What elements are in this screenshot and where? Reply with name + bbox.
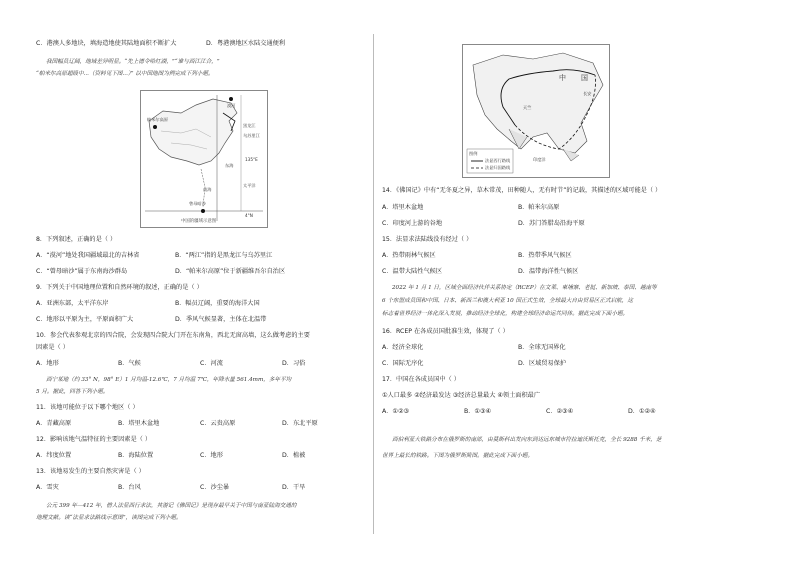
question-stem-cont: 因素是（ ） bbox=[36, 344, 69, 351]
map-label: 漠河 bbox=[227, 103, 236, 108]
option-d: D．①②④ bbox=[628, 408, 656, 415]
question-stem: 14．《佛国记》中有“无冬夏之异，草木常茂，田种随人，无有时节”的记载，其描述的区域可能是（ ） bbox=[382, 187, 662, 194]
map-label: 135°E bbox=[245, 157, 258, 162]
map-label: 曾母暗沙 bbox=[189, 201, 206, 206]
intro-line: 6 个东盟成员国和中国、日本、新西兰和澳大利亚 10 国正式生效，全球最大自由贸易区正式启航，这 bbox=[382, 298, 633, 304]
option-a: A．热带雨林气候区 bbox=[382, 252, 436, 259]
option-c: C．国际无序化 bbox=[382, 360, 424, 367]
map-caption: 中国的疆域示意图 bbox=[181, 219, 217, 224]
option-c: C．沙尘暴 bbox=[200, 484, 230, 491]
option-d: D．温带海洋性气候区 bbox=[518, 268, 579, 275]
option-b: B．台风 bbox=[118, 484, 141, 491]
question-stem: 9．下列关于中国地理位置和自然环境的叙述，正确的是（ ） bbox=[36, 284, 203, 291]
option-d: D．习俗 bbox=[282, 360, 306, 367]
option-b: B．“两江”指的是黑龙江与乌苏里江 bbox=[175, 252, 273, 259]
option-c: C．“曾母暗沙”属于东南海沙群岛 bbox=[36, 268, 128, 275]
option-b: B．热带季风气候区 bbox=[518, 252, 572, 259]
option-a: A．纬度位置 bbox=[36, 452, 72, 459]
option-d: D．“帕米尔高原”位于新疆维吾尔自治区 bbox=[175, 268, 286, 275]
option-c: C．云贵高原 bbox=[200, 420, 236, 427]
legend-item: 法显西行路线 bbox=[485, 158, 511, 163]
option-c: C．河流 bbox=[200, 360, 223, 367]
map-label: 印度洋 bbox=[533, 157, 546, 162]
option-d: D．苏门答腊岛沿海平原 bbox=[518, 220, 585, 227]
option-c: C．地形 bbox=[200, 452, 223, 459]
map-label: 中 bbox=[559, 74, 566, 82]
map-label: 长安 bbox=[583, 91, 592, 96]
question-stem: 15．法显求法陆线没有经过（ ） bbox=[382, 236, 473, 243]
question-stem: 12．影响该地气温特征的主要因素是（ ） bbox=[36, 436, 152, 443]
faxian-route-map bbox=[462, 44, 610, 178]
option-a: A．①②③ bbox=[382, 408, 410, 415]
option-c: C．港澳人多地块，填海造地使其陆地面积不断扩大 bbox=[36, 40, 177, 47]
option-d: D．粤港澳地区水陆交通便利 bbox=[206, 40, 286, 47]
map-label: 黑龙江 bbox=[243, 123, 256, 128]
option-a: A．地形 bbox=[36, 360, 59, 367]
map-label: 乌苏里江 bbox=[243, 133, 260, 138]
option-c: C．②③④ bbox=[546, 408, 574, 415]
option-a: A．经济全球化 bbox=[382, 344, 424, 351]
map-label: 帕米尔高原 bbox=[147, 117, 168, 122]
option-a: A．塔里木盆地 bbox=[382, 204, 424, 211]
intro-line: 西宁某地（约 33° N，98° E）1 月均温-12.6℃，7 月均温 7℃，年降水量 561.4mm，多年平均 bbox=[46, 377, 292, 383]
intro-line: 2022 年 1 月 1 日，区域全面经济伙伴关系协定（RCEP）在文莱、柬埔寨、老挝、新加坡、泰国、越南等 bbox=[392, 285, 657, 291]
map-label: 天竺 bbox=[523, 105, 532, 110]
option-b: B．气候 bbox=[118, 360, 141, 367]
option-d: D．季风气候显著，主体在北温带 bbox=[175, 316, 267, 323]
option-a: A．“漠河”地处我国疆域最北的吉林省 bbox=[36, 252, 140, 259]
intro-line: 地理文献。读“法显求法路线示意图”，读图完成下列小题。 bbox=[36, 515, 182, 521]
option-a: A．亚洲东部，太平洋东岸 bbox=[36, 300, 109, 307]
map-label: 4°N bbox=[245, 213, 253, 218]
option-d: D．东北平原 bbox=[282, 420, 318, 427]
option-b: B．帕米尔高原 bbox=[518, 204, 560, 211]
option-a: A．雪灾 bbox=[36, 484, 59, 491]
intro-line: 我国幅员辽阔，地域差异明显。“先上德令哈红湖，”“谁与西江江合，” bbox=[46, 59, 220, 65]
option-c: C．地形以平原为主，平原面积广大 bbox=[36, 316, 134, 323]
intro-line: 5 月。据此，回答下列小题。 bbox=[36, 389, 109, 395]
option-b: B．海陆位置 bbox=[118, 452, 154, 459]
intro-line: 标志着世界经济一体化深入发展，推动经济全球化，构建全球经济命运共同体。据此完成下面小题。 bbox=[382, 311, 629, 317]
option-d: D．区域贸易保护 bbox=[518, 360, 567, 367]
option-d: D．干旱 bbox=[282, 484, 306, 491]
intro-line: 世界上最长的铁路。下图为俄罗斯简图。据此完成下面小题。 bbox=[382, 453, 534, 459]
question-stem: 10．参会代表参观北京的四合院，会发现四合院大门开在东南角，西北无窗高墙，这么做考虑的主要 bbox=[36, 332, 310, 339]
option-d: D．植被 bbox=[282, 452, 306, 459]
intro-line: “帕米尔高原超级中...（资料见下图...）” 以中国地图为例完成下列小题。 bbox=[36, 71, 214, 77]
intro-line: 西伯利亚大铁路分布在俄罗斯的南部，由莫斯科出发向东到达远东城市符拉迪沃斯托克，全长 9288 千米，是 bbox=[392, 437, 662, 443]
question-stem: 8．下列叙述，正确的是（ ） bbox=[36, 236, 117, 243]
question-stem: 13．该地易发生的主要自然灾害是（ ） bbox=[36, 468, 145, 475]
option-c: C．温带大陆性气候区 bbox=[382, 268, 443, 275]
map-label: 国 bbox=[581, 74, 588, 82]
intro-line: 公元 399 年—412 年，僧人法显西行求法，其游记《佛国记》是现存最早关于中国与南亚陆海交通的 bbox=[46, 503, 297, 509]
question-stem: 11．该地可能位于以下哪个地区（ ） bbox=[36, 404, 139, 411]
option-b: B．塔里木盆地 bbox=[118, 420, 160, 427]
option-b: B．幅员辽阔，重要的海洋大国 bbox=[175, 300, 260, 307]
question-choices: ①人口最多 ②经济最发达 ③经济总量最大 ④领土面积最广 bbox=[382, 392, 541, 399]
option-a: A．青藏高原 bbox=[36, 420, 72, 427]
map-label: 南海 bbox=[203, 187, 212, 192]
option-b: B．全球无国界化 bbox=[518, 344, 566, 351]
option-c: C．印度河上游的谷地 bbox=[382, 220, 443, 227]
legend-item: 法显归国路线 bbox=[485, 165, 511, 170]
question-stem: 17．中国在各成员国中（ ） bbox=[382, 376, 460, 383]
legend-title: 图例 bbox=[469, 151, 478, 156]
question-stem: 16．RCEP 在各成员国批准生效，体现了（ ） bbox=[382, 328, 509, 335]
china-territory-map bbox=[140, 90, 268, 228]
map-label: 太平洋 bbox=[243, 183, 256, 188]
option-b: B．①③④ bbox=[464, 408, 492, 415]
column-divider bbox=[373, 34, 374, 534]
map-label: 东海 bbox=[225, 163, 234, 168]
